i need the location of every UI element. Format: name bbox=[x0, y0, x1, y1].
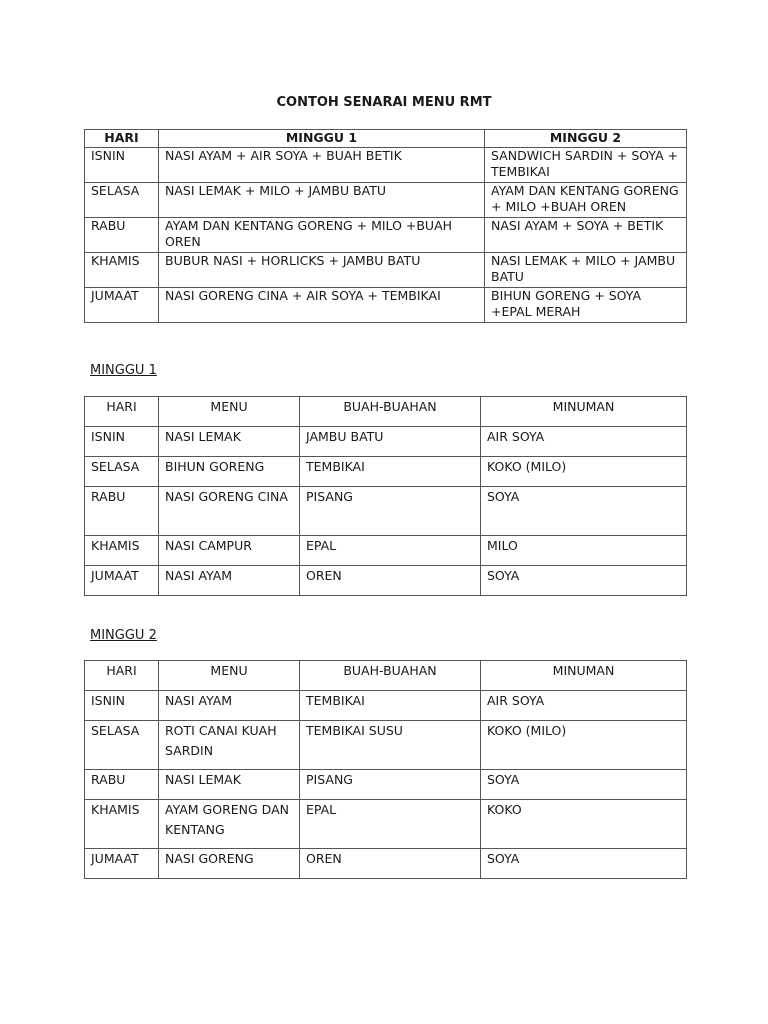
day-cell: SELASA bbox=[85, 182, 159, 217]
header-hari: HARI bbox=[85, 661, 159, 691]
fruit-cell: TEMBIKAI bbox=[300, 691, 481, 721]
day-cell: RABU bbox=[85, 487, 159, 536]
header-buah-buahan: BUAH-BUAHAN bbox=[300, 397, 481, 427]
week2-menu-cell: AYAM DAN KENTANG GORENG + MILO +BUAH OREN bbox=[485, 182, 687, 217]
menu-cell: NASI AYAM bbox=[159, 566, 300, 596]
menu-cell: NASI CAMPUR bbox=[159, 536, 300, 566]
menu-cell: NASI LEMAK bbox=[159, 770, 300, 800]
day-cell: ISNIN bbox=[85, 691, 159, 721]
overview-table bbox=[84, 129, 687, 323]
table-row bbox=[85, 849, 687, 879]
header-hari: HARI bbox=[85, 130, 159, 148]
menu-cell: BIHUN GORENG bbox=[159, 457, 300, 487]
menu-cell: NASI AYAM bbox=[159, 691, 300, 721]
week2-menu-cell: BIHUN GORENG + SOYA +EPAL MERAH bbox=[485, 287, 687, 322]
day-cell: RABU bbox=[85, 217, 159, 252]
header-hari: HARI bbox=[85, 397, 159, 427]
fruit-cell: EPAL bbox=[300, 800, 481, 849]
week1-menu-cell: NASI GORENG CINA + AIR SOYA + TEMBIKAI bbox=[159, 287, 485, 322]
day-cell: ISNIN bbox=[85, 427, 159, 457]
table-row bbox=[85, 147, 687, 182]
menu-cell: ROTI CANAI KUAH SARDIN bbox=[159, 721, 300, 770]
table-row bbox=[85, 287, 687, 322]
fruit-cell: TEMBIKAI SUSU bbox=[300, 721, 481, 770]
table-row bbox=[85, 536, 687, 566]
menu-cell: NASI GORENG CINA bbox=[159, 487, 300, 536]
drink-cell: SOYA bbox=[481, 566, 687, 596]
table-row bbox=[85, 217, 687, 252]
day-cell: KHAMIS bbox=[85, 252, 159, 287]
header-minggu-2: MINGGU 2 bbox=[485, 130, 687, 148]
fruit-cell: PISANG bbox=[300, 770, 481, 800]
menu-cell: AYAM GORENG DAN KENTANG bbox=[159, 800, 300, 849]
day-cell: JUMAAT bbox=[85, 849, 159, 879]
week1-table bbox=[84, 396, 687, 596]
table-row bbox=[85, 427, 687, 457]
table-row bbox=[85, 182, 687, 217]
table-row bbox=[85, 770, 687, 800]
day-cell: RABU bbox=[85, 770, 159, 800]
week1-menu-cell: NASI AYAM + AIR SOYA + BUAH BETIK bbox=[159, 147, 485, 182]
week1-section-label: MINGGU 1 bbox=[90, 363, 157, 378]
drink-cell: KOKO (MILO) bbox=[481, 721, 687, 770]
table-row bbox=[85, 487, 687, 536]
week2-header-row bbox=[85, 661, 687, 691]
header-buah-buahan: BUAH-BUAHAN bbox=[300, 661, 481, 691]
week1-menu-cell: NASI LEMAK + MILO + JAMBU BATU bbox=[159, 182, 485, 217]
drink-cell: SOYA bbox=[481, 849, 687, 879]
table-row bbox=[85, 800, 687, 849]
document-title: CONTOH SENARAI MENU RMT bbox=[276, 95, 492, 110]
header-minuman: MINUMAN bbox=[481, 661, 687, 691]
week2-section-label: MINGGU 2 bbox=[90, 628, 157, 643]
drink-cell: MILO bbox=[481, 536, 687, 566]
table-row bbox=[85, 457, 687, 487]
drink-cell: KOKO (MILO) bbox=[481, 457, 687, 487]
table-row bbox=[85, 566, 687, 596]
day-cell: KHAMIS bbox=[85, 536, 159, 566]
drink-cell: SOYA bbox=[481, 487, 687, 536]
fruit-cell: EPAL bbox=[300, 536, 481, 566]
table-row bbox=[85, 691, 687, 721]
table-row bbox=[85, 252, 687, 287]
header-minuman: MINUMAN bbox=[481, 397, 687, 427]
fruit-cell: OREN bbox=[300, 849, 481, 879]
week1-menu-cell: BUBUR NASI + HORLICKS + JAMBU BATU bbox=[159, 252, 485, 287]
week2-menu-cell: SANDWICH SARDIN + SOYA + TEMBIKAI bbox=[485, 147, 687, 182]
week2-menu-cell: NASI LEMAK + MILO + JAMBU BATU bbox=[485, 252, 687, 287]
menu-cell: NASI LEMAK bbox=[159, 427, 300, 457]
week2-table bbox=[84, 660, 687, 879]
fruit-cell: TEMBIKAI bbox=[300, 457, 481, 487]
header-menu: MENU bbox=[159, 397, 300, 427]
drink-cell: SOYA bbox=[481, 770, 687, 800]
day-cell: ISNIN bbox=[85, 147, 159, 182]
drink-cell: AIR SOYA bbox=[481, 427, 687, 457]
day-cell: SELASA bbox=[85, 721, 159, 770]
drink-cell: AIR SOYA bbox=[481, 691, 687, 721]
drink-cell: KOKO bbox=[481, 800, 687, 849]
fruit-cell: JAMBU BATU bbox=[300, 427, 481, 457]
table-row bbox=[85, 721, 687, 770]
overview-header-row bbox=[85, 130, 687, 148]
day-cell: KHAMIS bbox=[85, 800, 159, 849]
week2-menu-cell: NASI AYAM + SOYA + BETIK bbox=[485, 217, 687, 252]
menu-cell: NASI GORENG bbox=[159, 849, 300, 879]
fruit-cell: OREN bbox=[300, 566, 481, 596]
week1-header-row bbox=[85, 397, 687, 427]
week1-menu-cell: AYAM DAN KENTANG GORENG + MILO +BUAH OREN bbox=[159, 217, 485, 252]
day-cell: JUMAAT bbox=[85, 287, 159, 322]
day-cell: JUMAAT bbox=[85, 566, 159, 596]
header-minggu-1: MINGGU 1 bbox=[159, 130, 485, 148]
header-menu: MENU bbox=[159, 661, 300, 691]
day-cell: SELASA bbox=[85, 457, 159, 487]
fruit-cell: PISANG bbox=[300, 487, 481, 536]
